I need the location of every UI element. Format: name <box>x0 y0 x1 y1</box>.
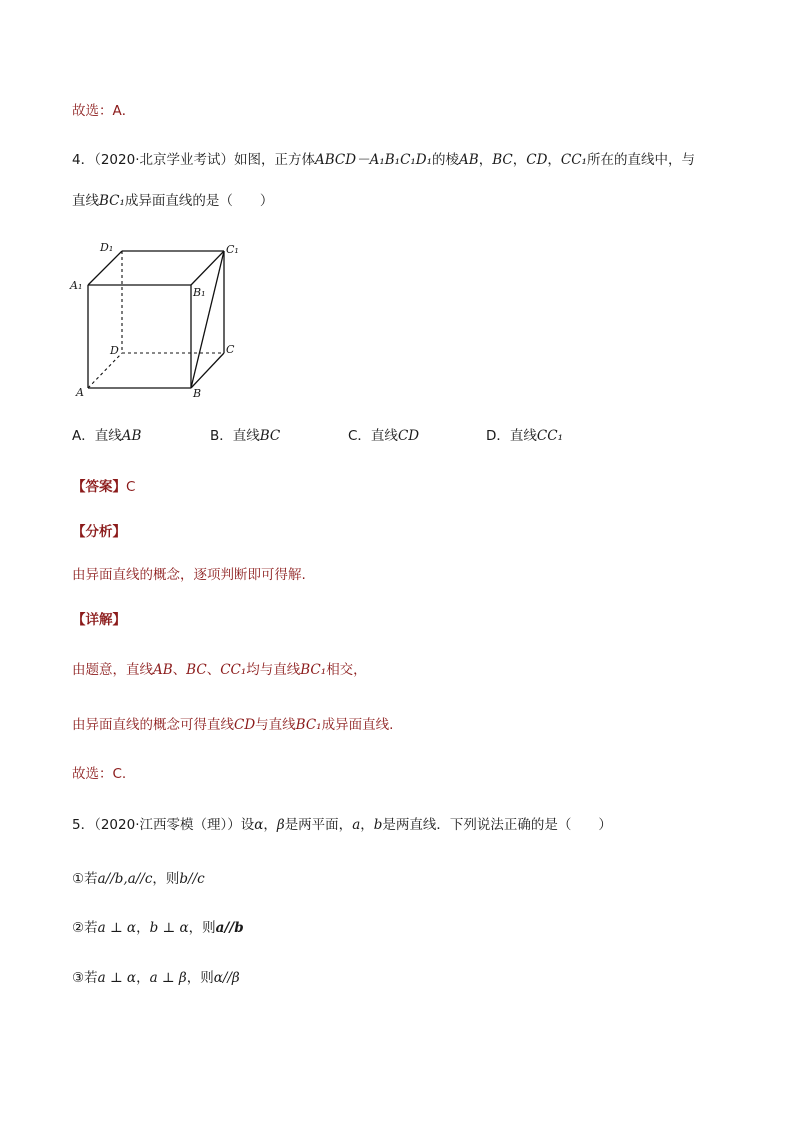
q5-item-3 <box>72 969 240 987</box>
analysis-tag: 【分析】 <box>72 524 126 540</box>
hidden-edge-ad <box>88 353 122 388</box>
option-d <box>486 427 563 445</box>
item-math: a ⊥ α <box>97 920 137 936</box>
item-text: ①若 <box>72 871 98 887</box>
edge-bc <box>191 353 224 388</box>
q4-math: BC <box>492 152 513 168</box>
option-c <box>348 427 419 445</box>
detail-math: BC₁ <box>300 662 327 678</box>
item-text: ，则 <box>188 920 216 936</box>
option-prefix: B．直线 <box>210 428 260 444</box>
label-c1: C₁ <box>226 243 239 256</box>
q4-text: 所在的直线中，与 <box>586 152 695 168</box>
detail-math: AB <box>153 662 173 678</box>
detail-text: 由异面直线的概念可得直线 <box>72 717 234 733</box>
detail-math: BC <box>186 662 207 678</box>
q5-math: α <box>254 817 264 833</box>
q4-text: ， <box>512 152 527 168</box>
analysis-text: 由异面直线的概念，逐项判断即可得解. <box>72 567 306 583</box>
item-math: b//c <box>179 871 205 887</box>
option-a <box>72 427 141 445</box>
q4-math: ABCD－A₁B₁C₁D₁ <box>315 152 433 168</box>
detail-math: CC₁ <box>220 662 247 678</box>
item-text: ， <box>136 970 150 986</box>
prev-conclusion: 故选：A． <box>72 103 136 119</box>
q4-math: BC₁ <box>99 193 125 209</box>
detail-line1 <box>72 661 367 679</box>
q4-math: CC₁ <box>560 152 587 168</box>
item-text: ，则 <box>152 871 180 887</box>
detail-line2 <box>72 716 393 734</box>
q5-math: a <box>352 817 361 833</box>
q5-math: b <box>373 817 383 833</box>
option-math: BC <box>259 428 281 444</box>
item-math: b ⊥ α <box>149 920 189 936</box>
q4-text: ， <box>478 152 493 168</box>
item-text: ， <box>136 920 150 936</box>
q5-stem <box>72 816 612 834</box>
q5-text: ， <box>263 817 277 833</box>
detail-math: CD <box>234 717 256 733</box>
item-math: a//b,a//c <box>97 871 153 887</box>
detail-text: 、 <box>206 662 221 678</box>
option-prefix: C．直线 <box>348 428 398 444</box>
label-c: C <box>226 343 235 356</box>
q4-math: CD <box>526 152 548 168</box>
option-prefix: D．直线 <box>486 428 537 444</box>
q5-math: β <box>276 817 285 833</box>
label-a1: A₁ <box>70 279 83 292</box>
option-math: CD <box>397 428 420 444</box>
detail-text: 由题意，直线 <box>72 662 153 678</box>
detail-text: 与直线 <box>255 717 296 733</box>
q4-math: AB <box>459 152 479 168</box>
q4-conclusion: 故选：C. <box>72 766 127 782</box>
q5-item-1 <box>72 870 205 888</box>
item-math: a//b <box>215 920 244 936</box>
q4-text: 成异面直线的是（ ） <box>124 193 274 209</box>
label-d1: D₁ <box>100 241 114 254</box>
q5-text: 是两直线．下列说法正确的是（ ） <box>382 817 612 833</box>
item-text: ③若 <box>72 970 98 986</box>
answer-value: C <box>126 479 136 495</box>
q4-text: ， <box>547 152 561 168</box>
answer-tag: 【答案】 <box>72 479 126 495</box>
option-prefix: A．直线 <box>72 428 122 444</box>
detail-text: 均与直线 <box>246 662 301 678</box>
q4-text: 直线 <box>72 193 99 209</box>
option-math: AB <box>121 428 142 444</box>
edge-a1d1 <box>88 251 122 285</box>
q4-text: 的棱 <box>432 152 460 168</box>
cube-figure <box>60 236 260 406</box>
detail-text: 相交， <box>326 662 367 678</box>
detail-text: 、 <box>172 662 187 678</box>
option-math: CC₁ <box>536 428 563 444</box>
item-math: a ⊥ α <box>97 970 137 986</box>
detail-math: BC₁ <box>295 717 322 733</box>
item-text: ②若 <box>72 920 98 936</box>
detail-tag: 【详解】 <box>72 612 126 628</box>
label-b1: B₁ <box>193 286 206 299</box>
q4-text: 4．（2020·北京学业考试）如图，正方体 <box>72 152 315 168</box>
label-d: D <box>110 344 119 357</box>
answer-line <box>72 478 135 496</box>
item-math: a ⊥ β <box>149 970 187 986</box>
q5-text: 是两平面， <box>284 817 353 833</box>
q4-stem-line1 <box>72 151 695 169</box>
option-b <box>210 427 280 445</box>
detail-text: 成异面直线. <box>321 717 394 733</box>
diagonal-bc1 <box>191 251 224 388</box>
label-b: B <box>193 387 202 400</box>
q4-stem-line2 <box>72 192 273 210</box>
edge-b1c1 <box>191 251 224 285</box>
q5-text: ， <box>360 817 374 833</box>
q5-text: 5．（2020·江西零模（理））设 <box>72 817 255 833</box>
q5-item-2 <box>72 919 244 937</box>
item-math: α//β <box>213 970 240 986</box>
item-text: ，则 <box>186 970 214 986</box>
label-a: A <box>76 386 84 399</box>
